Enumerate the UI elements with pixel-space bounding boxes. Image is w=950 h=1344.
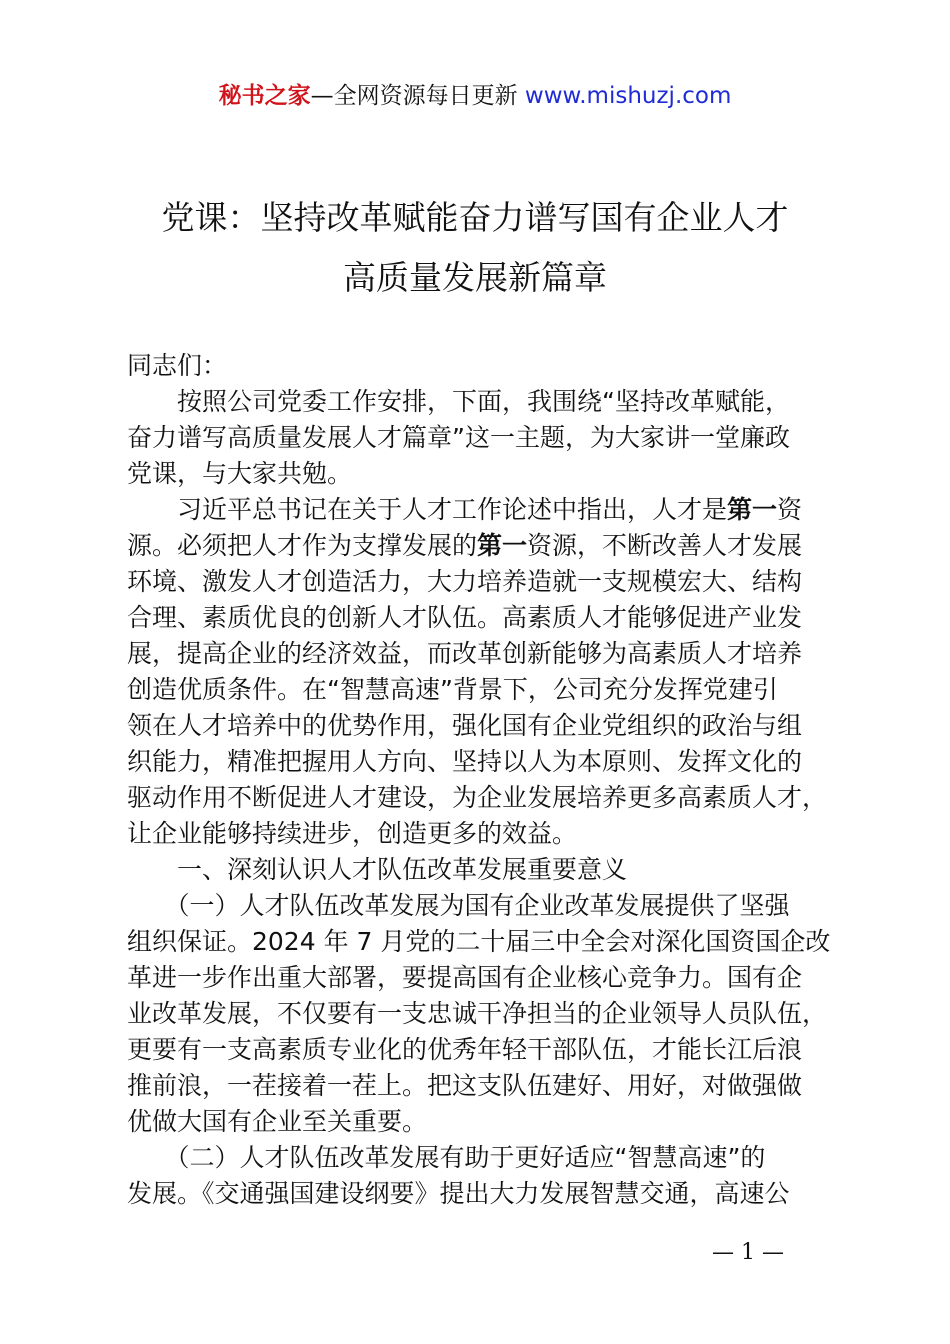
text-run: 习近平总书记在关于人才工作论述中指出，人才是 — [127, 495, 728, 524]
body-line: 合理、素质优良的创新人才队伍。高素质人才能够促进产业发 — [127, 603, 803, 632]
body-line: 同志们： — [127, 351, 228, 380]
body-line — [127, 492, 833, 528]
banner-url[interactable]: www.mishuzj.com — [524, 83, 732, 109]
text-run: 资 — [777, 495, 803, 524]
text-run: 源。必须把人才作为支撑发展的 — [127, 531, 478, 560]
banner-brand: 秘书之家 — [218, 83, 311, 109]
title-line-1: 党课：坚持改革赋能奋力谱写国有企业人才 — [161, 198, 789, 237]
bold-text: 第一 — [727, 495, 778, 524]
document-body — [127, 348, 833, 1212]
body-line: 发展。《交通强国建设纲要》提出大力发展智慧交通，高速公 — [127, 1179, 790, 1208]
body-line — [127, 528, 833, 564]
page-number: — 1 — — [712, 1240, 784, 1265]
body-line: （一）人才队伍改革发展为国有企业改革发展提供了坚强 — [127, 891, 790, 920]
title-line-2: 高质量发展新篇章 — [343, 258, 607, 297]
body-line: 更要有一支高素质专业化的优秀年轻干部队伍，才能长江后浪 — [127, 1035, 803, 1064]
body-line: 按照公司党委工作安排，下面，我围绕“坚持改革赋能， — [127, 387, 790, 416]
body-line: 业改革发展，不仅要有一支忠诚干净担当的企业领导人员队伍， — [127, 999, 828, 1028]
body-line: 领在人才培养中的优势作用，强化国有企业党组织的政治与组 — [127, 711, 803, 740]
body-line: 革进一步作出重大部署，要提高国有企业核心竞争力。国有企 — [127, 963, 803, 992]
source-banner — [0, 80, 950, 112]
bold-text: 第一 — [477, 531, 528, 560]
body-line: 组织保证。2024 年 7 月党的二十届三中全会对深化国资国企改 — [127, 927, 831, 956]
body-line: 奋力谱写高质量发展人才篇章”这一主题，为大家讲一堂廉政 — [127, 423, 790, 452]
body-line: 创造优质条件。在“智慧高速”背景下，公司充分发挥党建引 — [127, 675, 778, 704]
body-line: 织能力，精准把握用人方向、坚持以人为本原则、发挥文化的 — [127, 747, 803, 776]
body-line: 环境、激发人才创造活力，大力培养造就一支规模宏大、结构 — [127, 567, 803, 596]
text-run: 资源，不断改善人才发展 — [527, 531, 803, 560]
banner-slogan: —全网资源每日更新 — [310, 83, 525, 109]
body-line: 党课，与大家共勉。 — [127, 459, 353, 488]
body-line: 推前浪，一茬接着一茬上。把这支队伍建好、用好，对做强做 — [127, 1071, 803, 1100]
document-title — [0, 188, 950, 308]
section-heading: 一、深刻认识人才队伍改革发展重要意义 — [127, 855, 628, 884]
body-line: 驱动作用不断促进人才建设，为企业发展培养更多高素质人才， — [127, 783, 828, 812]
body-line: （二）人才队伍改革发展有助于更好适应“智慧高速”的 — [127, 1143, 766, 1172]
body-line: 优做大国有企业至关重要。 — [127, 1107, 428, 1136]
body-line: 展，提高企业的经济效益，而改革创新能够为高素质人才培养 — [127, 639, 803, 668]
body-line: 让企业能够持续进步，创造更多的效益。 — [127, 819, 578, 848]
